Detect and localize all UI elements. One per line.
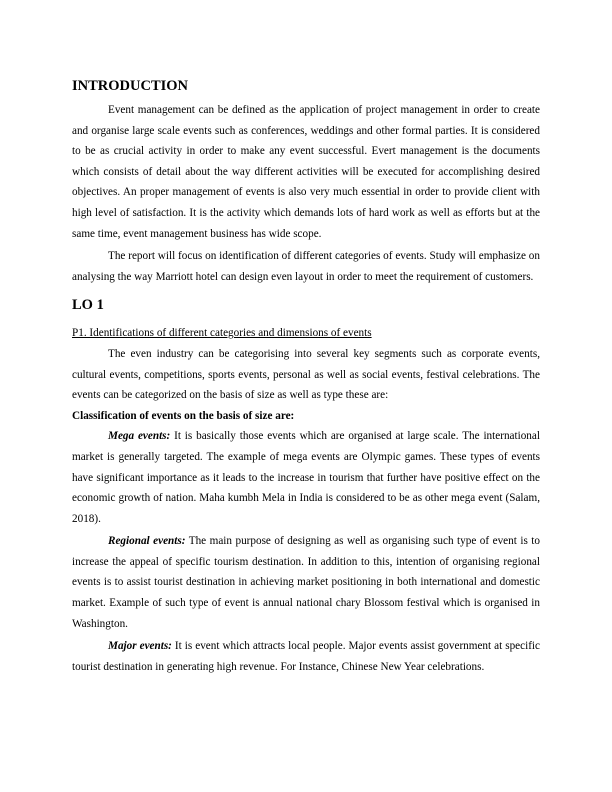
- major-events-term: Major events:: [108, 640, 172, 653]
- major-events-text: It is event which attracts local people. Major events assist government at specific tourist destination in generating high revenue. For Instance, Chinese New Year celebrations.: [72, 640, 541, 673]
- introduction-paragraph-1: Event management can be defined as the application of project management in order to create and organise large scale events such as conferences, weddings and other formal parties. It is considered to be as crucial activity in order to make any event successful. Evert management is the documents which consists of detail about the way different activities will be executed for accomplishing desired objectives. An proper management of events is also very much essential in order to provide client with high level of satisfaction. It is the activity which demands lots of hard work as well as efforts but at the same time, event management business has wide scope.: [72, 104, 540, 240]
- mega-events-text: It is basically those events which are organised at large scale. The international market is generally targeted. The example of mega events are Olympic games. These types of events have significant importance as it leads to the increase in tourism that further have positive effect on the economic growth of nation. Maha kumbh Mela in India is considered to be as other mega event (Salam, 2018).: [72, 430, 540, 525]
- lo1-paragraph-1: The even industry can be categorising into several key segments such as corporate events, cultural events, competitions, sports events, personal as well as social events, festival celebrations. The events can be categorized on the basis of size as well as type these are:: [72, 347, 540, 402]
- document-page: [72, 76, 540, 677]
- regional-events-text: The main purpose of designing as well as organising such type of event is to increase the appeal of specific tourism destination. In addition to this, intention of organising regional events is to assist tourist destination in achieving market positioning in both international and domestic market. Example of such type of event is annual national chary Blossom festival which is organised in Washington.: [72, 535, 540, 630]
- classification-heading: Classification of events on the basis of size are:: [72, 409, 295, 422]
- regional-events-paragraph: [72, 531, 540, 634]
- introduction-paragraph-2: The report will focus on identification of different categories of events. Study will emphasize on analysing the way Marriott hotel can design even layout in order to meet the requirement of customers.: [72, 250, 540, 283]
- lo1-heading: LO 1: [72, 297, 104, 314]
- major-events-paragraph: [72, 636, 540, 677]
- regional-events-term: Regional events:: [108, 535, 186, 548]
- p1-subheading: P1. Identifications of different categories and dimensions of events: [72, 327, 372, 340]
- mega-events-term: Mega events:: [108, 430, 171, 443]
- introduction-heading: INTRODUCTION: [72, 78, 189, 94]
- mega-events-paragraph: [72, 426, 540, 529]
